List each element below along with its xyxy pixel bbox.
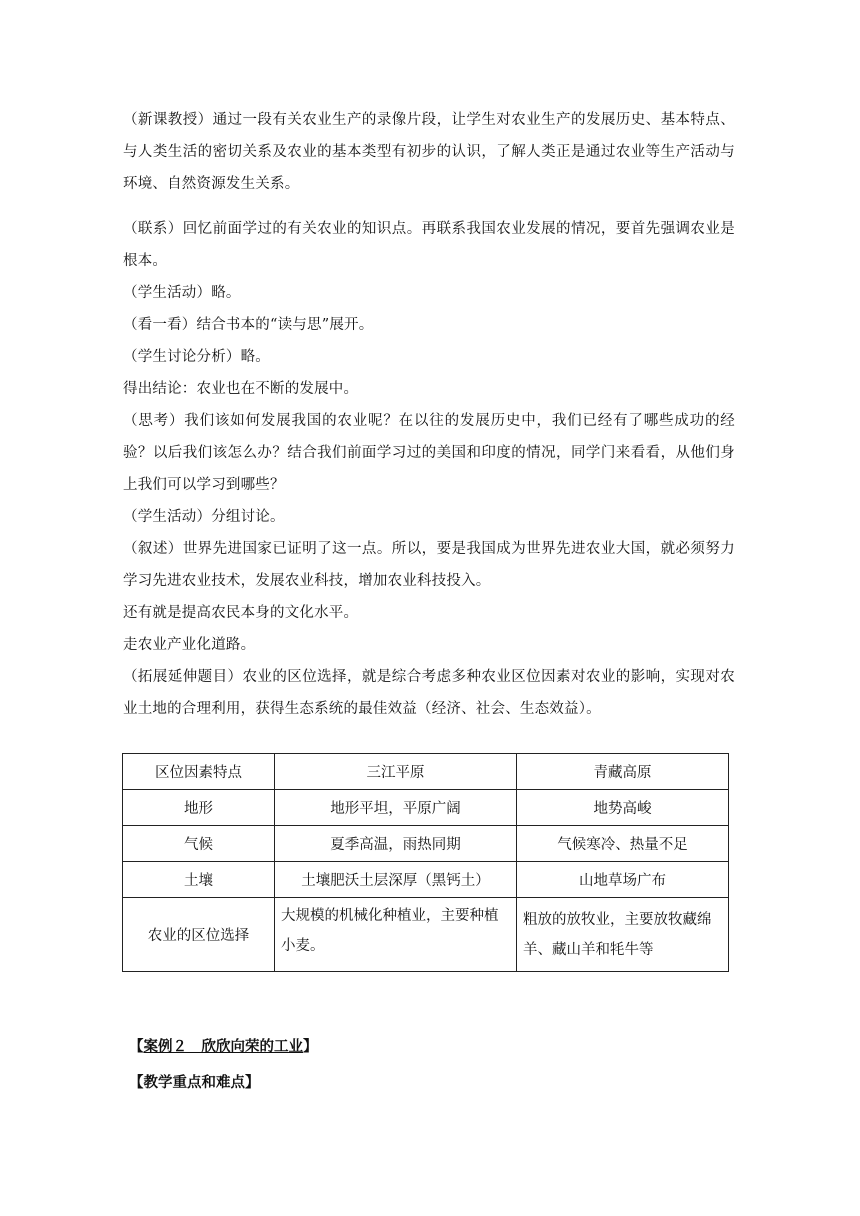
paragraph-extension: （拓展延伸题目）农业的区位选择，就是综合考虑多种农业区位因素对农业的影响，实现对农业土地的合理利用，获得生态系统的最佳效益（经济、社会、生态效益）。 xyxy=(123,669,735,717)
table-cell: 粗放的放牧业，主要放牧藏绵羊、藏山羊和牦牛等 xyxy=(517,898,729,972)
case-heading-open-bracket: 【 xyxy=(129,1038,144,1055)
body-text xyxy=(123,213,735,725)
table-cell: 大规模的机械化种植业，主要种植小麦。 xyxy=(275,898,517,972)
paragraph-link: （联系）回忆前面学过的有关农业的知识点。再联系我国农业发展的情况，要首先强调农业是根本。 xyxy=(123,221,735,269)
paragraph-group-discussion: （学生活动）分组讨论。 xyxy=(123,509,285,525)
table-cell: 地形 xyxy=(123,790,275,826)
table-row xyxy=(123,898,729,972)
paragraph-farmer-culture: 还有就是提高农民本身的文化水平。 xyxy=(123,605,359,621)
table-header-row xyxy=(123,754,729,790)
paragraph-think: （思考）我们该如何发展我国的农业呢？在以往的发展历史中，我们已经有了哪些成功的经验？以后我们该怎么办？结合我们前面学习过的美国和印度的情况，同学门来看看，从他们身上我们可以学习到哪些？ xyxy=(123,413,735,493)
table-cell: 气候 xyxy=(123,826,275,862)
table-header-cell: 区位因素特点 xyxy=(123,754,275,790)
table-cell: 土壤 xyxy=(123,862,275,898)
paragraph-discussion: （学生讨论分析）略。 xyxy=(123,349,270,365)
table-cell: 气候寒冷、热量不足 xyxy=(517,826,729,862)
table-cell: 地形平坦，平原广阔 xyxy=(275,790,517,826)
case-heading-close-bracket: 】 xyxy=(303,1038,318,1055)
teaching-focus-heading: 【教学重点和难点】 xyxy=(129,1074,260,1091)
paragraph-new-lesson: （新课教授）通过一段有关农业生产的录像片段，让学生对农业生产的发展历史、基本特点、与人类生活的密切关系及农业的基本类型有初步的认识，了解人类正是通过农业等生产活动与环境、自然资源发生关系。 xyxy=(123,112,735,192)
body-text-top xyxy=(123,104,735,200)
table-cell: 地势高峻 xyxy=(517,790,729,826)
table-cell: 土壤肥沃土层深厚（黑钙土） xyxy=(275,862,517,898)
table-row xyxy=(123,790,729,826)
table-cell: 山地草场广布 xyxy=(517,862,729,898)
case-heading xyxy=(129,1035,318,1056)
case-heading-title: 案例２ 欣欣向荣的工业 xyxy=(143,1038,303,1055)
paragraph-industrialization: 走农业产业化道路。 xyxy=(123,637,256,653)
table-row xyxy=(123,826,729,862)
location-factor-table xyxy=(122,753,729,972)
table-cell: 夏季高温，雨热同期 xyxy=(275,826,517,862)
table-header-cell: 青藏高原 xyxy=(517,754,729,790)
table-cell: 农业的区位选择 xyxy=(123,898,275,972)
paragraph-student-activity: （学生活动）略。 xyxy=(123,285,241,301)
table-row xyxy=(123,862,729,898)
paragraph-look: （看一看）结合书本的“读与思”展开。 xyxy=(123,317,374,333)
paragraph-conclusion: 得出结论：农业也在不断的发展中。 xyxy=(123,381,359,397)
table-header-cell: 三江平原 xyxy=(275,754,517,790)
paragraph-narrate: （叙述）世界先进国家已证明了这一点。所以，要是我国成为世界先进农业大国，就必须努力学习先进农业技术，发展农业科技，增加农业科技投入。 xyxy=(123,541,735,589)
